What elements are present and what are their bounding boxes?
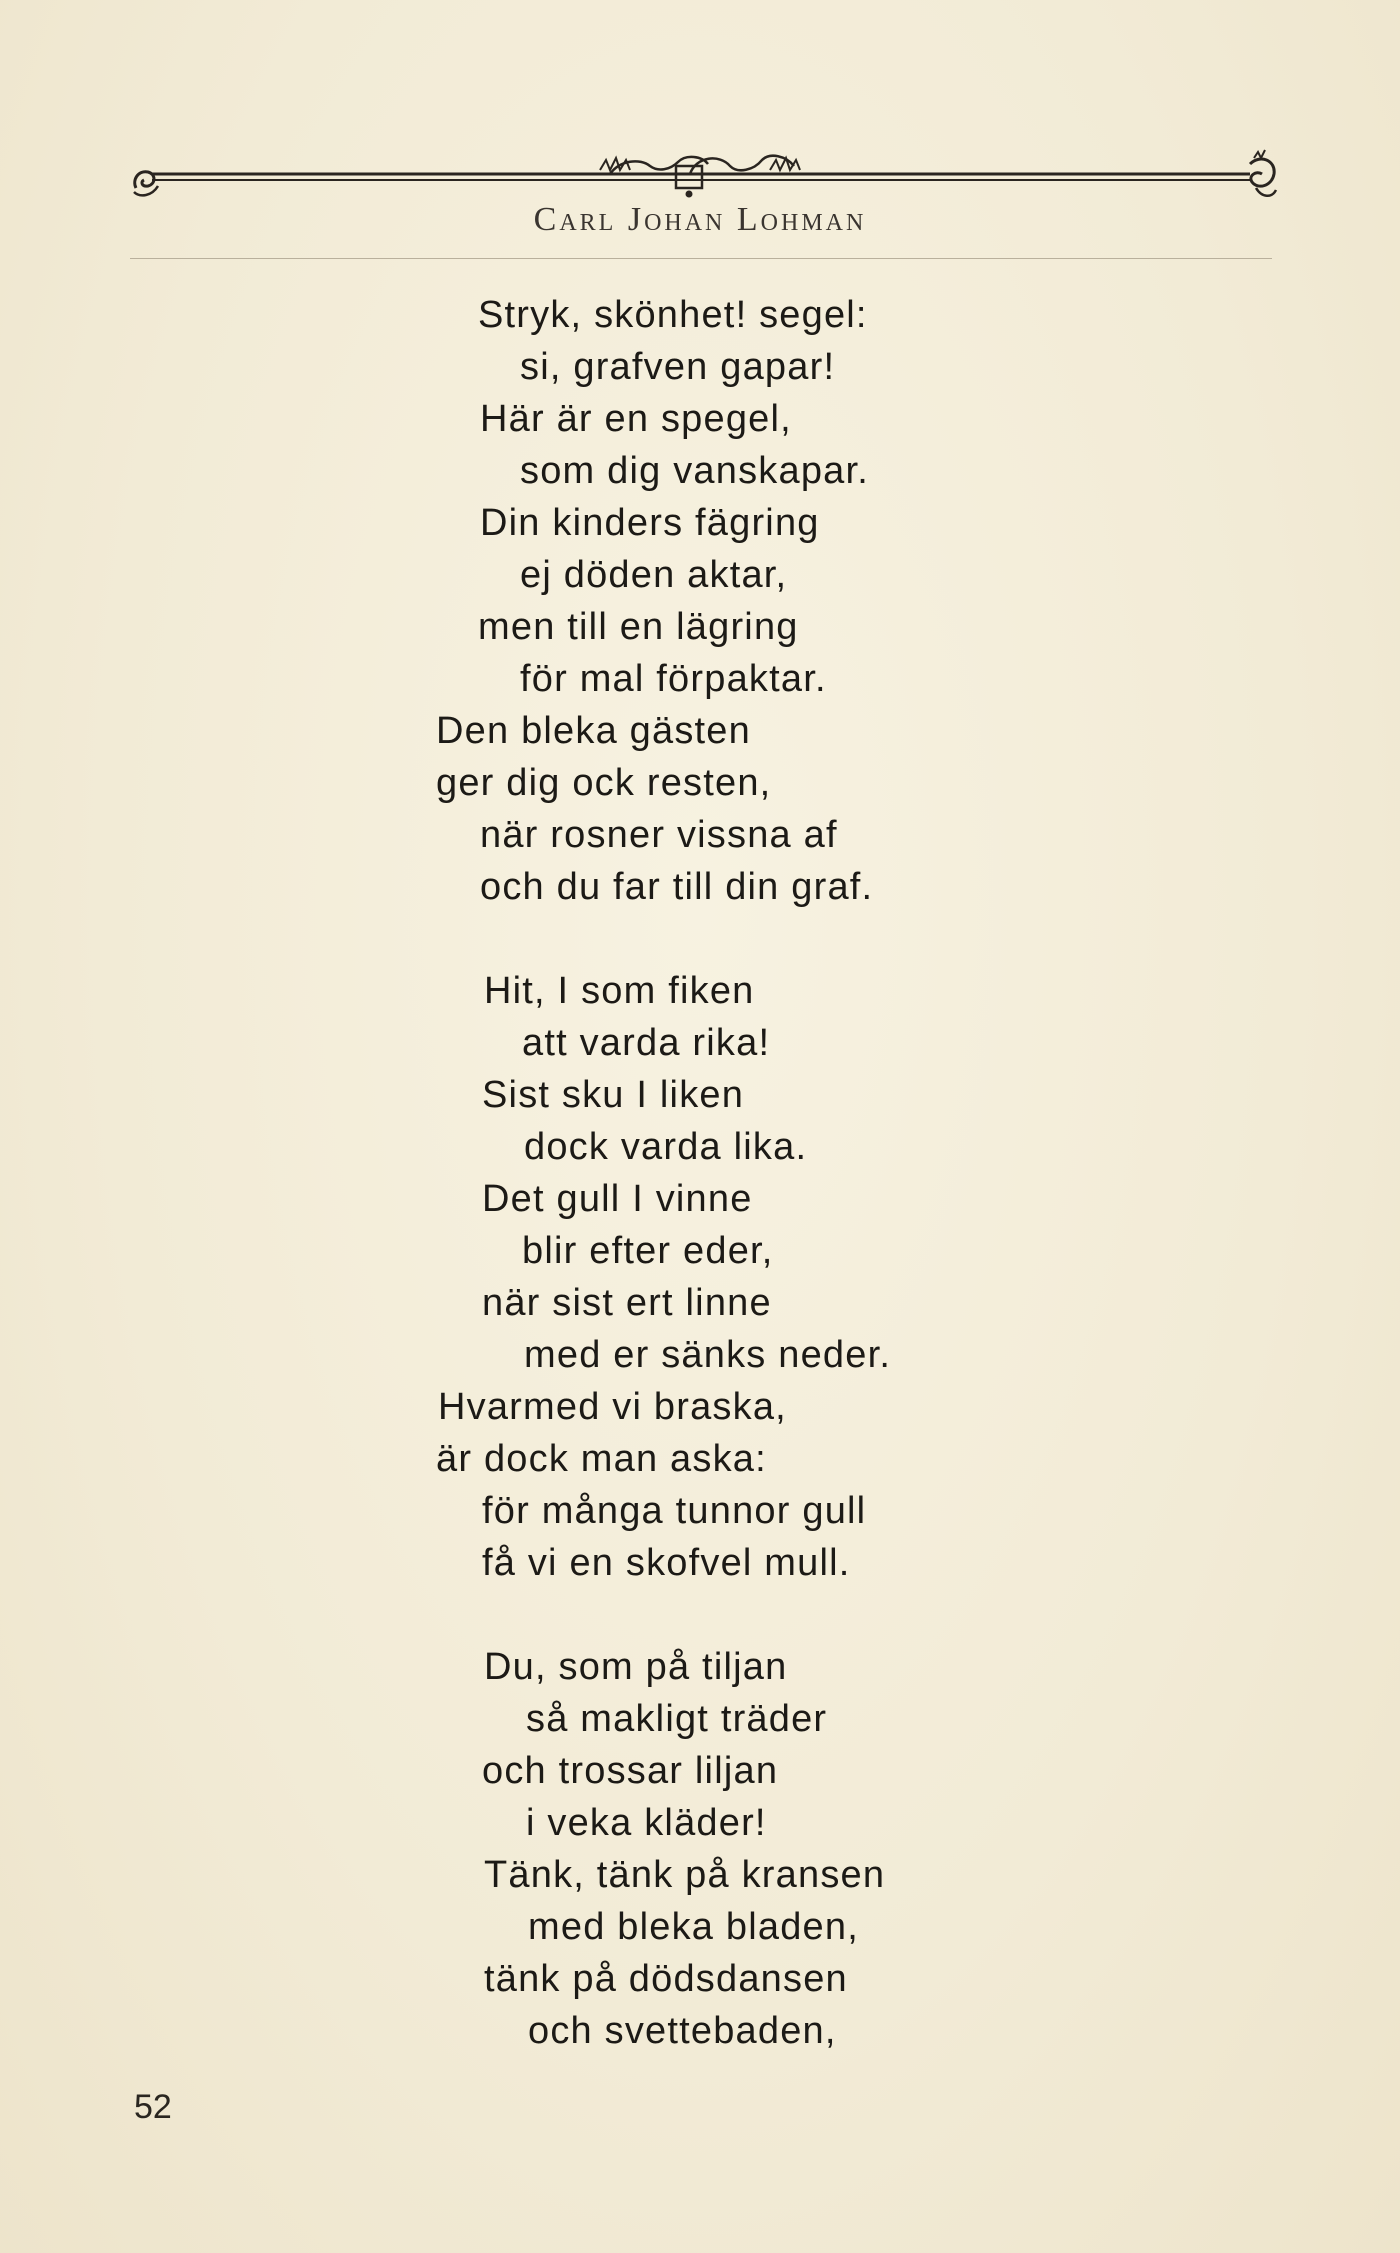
poem-line: för många tunnor gull [482, 1490, 867, 1532]
poem-line: få vi en skofvel mull. [482, 1542, 851, 1584]
page-number: 52 [134, 2088, 172, 2126]
poem-line: Sist sku I liken [482, 1074, 745, 1116]
poem-line: men till en lägring [478, 606, 799, 648]
poem-line: för mal förpaktar. [520, 658, 827, 700]
poem-line: ger dig ock resten, [436, 762, 772, 804]
poem-line: att varda rika! [522, 1022, 771, 1064]
poem-line: ej döden aktar, [520, 554, 788, 596]
poem-line: dock varda lika. [524, 1126, 808, 1168]
poem-line: som dig vanskapar. [520, 450, 869, 492]
poem-line: med er sänks neder. [524, 1334, 892, 1376]
poem-line: Den bleka gästen [436, 710, 751, 752]
running-head-author: Carl Johan Lohman [533, 201, 867, 238]
poem-line: Hit, I som fiken [484, 970, 755, 1012]
poem-line: så makligt träder [526, 1698, 828, 1740]
poem-line: Du, som på tiljan [484, 1646, 788, 1688]
poem-line: Din kinders fägring [480, 502, 820, 544]
poem-line: när sist ert linne [482, 1282, 772, 1324]
poem-line: si, grafven gapar! [520, 346, 836, 388]
poem-line: och svettebaden, [528, 2010, 837, 2052]
poem-line: Det gull I vinne [482, 1178, 753, 1220]
poem-line: är dock man aska: [436, 1438, 767, 1480]
poem-line: och du far till din graf. [480, 866, 874, 908]
poem-line: med bleka bladen, [528, 1906, 859, 1948]
poem-line: Stryk, skönhet! segel: [478, 294, 868, 336]
poem-line: i veka kläder! [526, 1802, 767, 1844]
poem-line: Tänk, tänk på kransen [484, 1854, 886, 1896]
poem-line: när rosner vissna af [480, 814, 838, 856]
poem-line: tänk på dödsdansen [484, 1958, 848, 2000]
poem-line: Här är en spegel, [480, 398, 792, 440]
decorative-header-ornament [130, 140, 1280, 210]
poem-line: Hvarmed vi braska, [438, 1386, 787, 1428]
poem-line: och trossar liljan [482, 1750, 779, 1792]
header-divider [130, 258, 1272, 259]
poem-line: blir efter eder, [522, 1230, 774, 1272]
